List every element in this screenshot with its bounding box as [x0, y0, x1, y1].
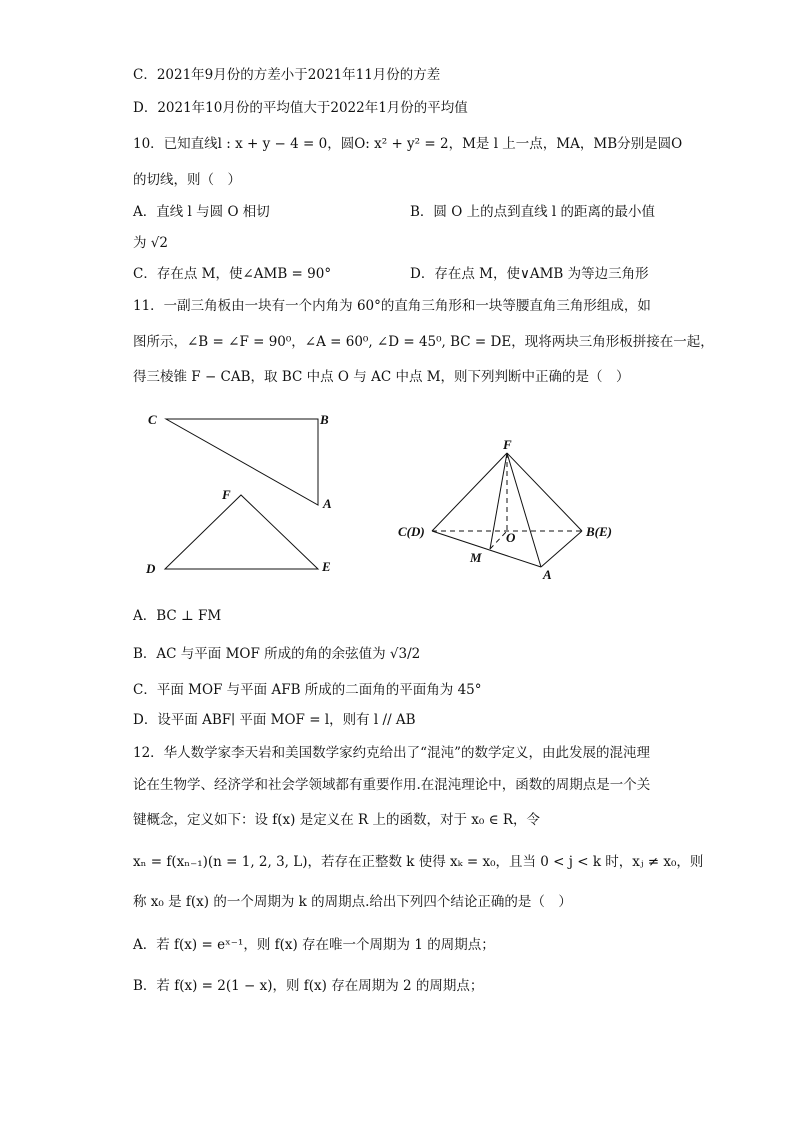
- question-10-stem: 10．已知直线l : x + y − 4 = 0，圆O: x² + y² = 2，M是 l 上一点，MA，MB分别是圆O: [133, 136, 683, 152]
- option-d-q11: D．设平面 ABF∣ 平面 MOF = l，则有 l // AB: [133, 712, 416, 728]
- label-a: A: [323, 496, 332, 511]
- question-12-stem-5: 称 x₀ 是 f(x) 的一个周期为 k 的周期点.给出下列四个结论正确的是（ ）: [133, 894, 572, 910]
- label-c: C: [148, 412, 157, 427]
- option-a-q10: A．直线 l 与圆 O 相切: [133, 204, 270, 220]
- question-12-stem-3: 键概念，定义如下：设 f(x) 是定义在 R 上的函数，对于 x₀ ∈ R，令: [133, 812, 541, 828]
- question-12-stem-2: 论在生物学、经济学和社会学领域都有重要作用.在混沌理论中，函数的周期点是一个关: [133, 777, 651, 793]
- option-b-q12: B．若 f(x) = 2(1 − x)，则 f(x) 存在周期为 2 的周期点；: [133, 978, 484, 994]
- label-f-pyramid: F: [503, 437, 512, 452]
- question-10-stem-cont: 的切线，则（ ）: [133, 172, 241, 188]
- option-c-q11: C．平面 MOF 与平面 AFB 所成的二面角的平面角为 45°: [133, 682, 482, 698]
- option-b-q11: B．AC 与平面 MOF 所成的角的余弦值为 √3/2: [133, 646, 421, 662]
- option-a-q11: A．BC ⊥ FM: [133, 608, 222, 624]
- question-11-stem: 11．一副三角板由一块有一个内角为 60°的直角三角形和一块等腰直角三角形组成，如: [133, 298, 651, 314]
- pyramid-f-cab: [432, 453, 582, 567]
- label-a-pyramid: A: [543, 567, 552, 582]
- geometry-figure: [140, 405, 620, 590]
- option-d-q9: D．2021年10月份的平均值大于2022年1月份的平均值: [133, 100, 468, 116]
- label-e: E: [322, 559, 331, 574]
- option-a-q12: A．若 f(x) = eˣ⁻¹，则 f(x) 存在唯一个周期为 1 的周期点；: [133, 937, 495, 953]
- triangle-dfe: [165, 495, 318, 569]
- question-11-stem-3: 得三棱锥 F − CAB，取 BC 中点 O 与 AC 中点 M，则下列判断中正确的是（ ）: [133, 369, 630, 385]
- label-m: M: [470, 550, 482, 565]
- option-b-q10-cont: 为 √2: [133, 235, 168, 251]
- question-11-stem-2: 图所示，∠B = ∠F = 90⁰，∠A = 60⁰, ∠D = 45⁰, BC = DE，现将两块三角形板拼接在一起，: [133, 334, 714, 350]
- label-b-e: B(E): [586, 524, 612, 539]
- option-c-q9: C．2021年9月份的方差小于2021年11月份的方差: [133, 67, 441, 83]
- question-12-stem-4: xₙ = f(xₙ₋₁)(n = 1, 2, 3, L)，若存在正整数 k 使得 xₖ = x₀，且当 0 < j < k 时，xⱼ ≠ x₀，则: [133, 854, 704, 870]
- label-c-d: C(D): [398, 524, 425, 539]
- question-12-stem: 12．华人数学家李天岩和美国数学家约克给出了“混沌”的数学定义，由此发展的混沌理: [133, 745, 650, 761]
- label-b: B: [320, 412, 329, 427]
- label-f-triangle: F: [222, 487, 231, 502]
- option-b-q10: B．圆 O 上的点到直线 l 的距离的最小值: [410, 204, 655, 220]
- option-d-q10: D．存在点 M，使∨AMB 为等边三角形: [410, 266, 649, 282]
- label-o: O: [506, 530, 516, 545]
- triangle-cba: [166, 419, 318, 505]
- option-c-q10: C．存在点 M，使∠AMB = 90°: [133, 266, 332, 282]
- label-d: D: [146, 561, 156, 576]
